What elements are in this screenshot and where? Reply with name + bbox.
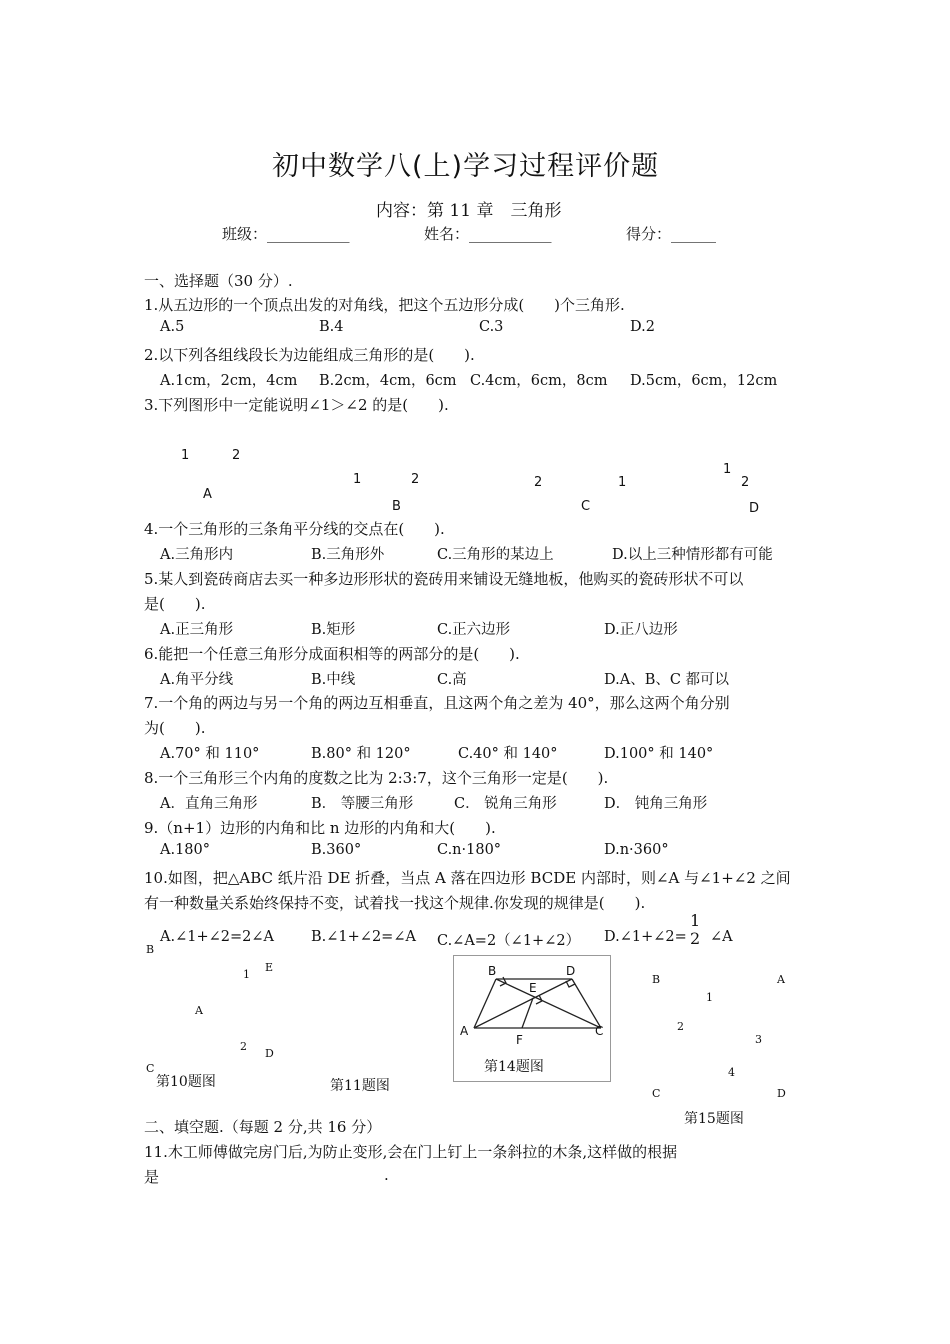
fig14-line-bc [496,979,601,1028]
fraction-denominator: 2 [690,929,701,948]
content-line: 内容：第 11 章 三角形 [376,201,562,221]
page-title: 初中数学八(上)学习过程评价题 [272,151,660,182]
q8-option-c: C． 锐角三角形 [454,796,557,812]
fig14-label-a: A [460,1024,469,1038]
name-field: 姓名：___________ [424,225,552,243]
q4-option-d: D.以上三种情形都有可能 [612,547,773,563]
q5-option-a: A.正三角形 [160,622,234,638]
fig15-label-c: C [652,1087,661,1100]
question-10-line-1: 10.如图，把△ABC 纸片沿 DE 折叠，当点 A 落在四边形 BCDE 内部时，则∠A 与∠1+∠2 之间 [144,869,791,887]
q10-option-d: D.∠1+∠2= [604,929,687,945]
q10-option-d-fraction [690,912,700,948]
q6-option-a: A.角平分线 [160,672,234,688]
fig14-line-ad [474,979,572,1028]
q1-option-d: D.2 [630,319,655,335]
question-5-line-2: 是( ). [144,595,206,613]
q1-option-c: C.3 [479,319,504,335]
question-10-line-2: 有一种数量关系始终保持不变，试着找一找这个规律.你发现的规律是( ). [144,894,646,912]
fig14-label-c: C [595,1024,604,1038]
fig14-caption: 第14题图 [484,1059,544,1075]
q3-fig-b-label: B [392,499,401,514]
q2-option-d: D.5cm，6cm，12cm [630,373,778,389]
class-field: 班级：___________ [222,225,350,243]
q10-option-c: C.∠A=2（∠1+∠2） [437,933,581,949]
fig14-label-b: B [488,964,497,978]
fig10-label-e: E [265,961,274,974]
fig14-label-e: E [529,981,537,995]
q10-option-a: A.∠1+∠2=2∠A [160,929,274,945]
fig15-label-1: 1 [706,991,713,1004]
q3-fig-d-label: D [749,501,760,516]
q2-option-a: A.1cm，2cm，4cm [160,373,298,389]
q3-fig-b-angle-1: 1 [353,472,362,487]
question-7-line-1: 7.一个角的两边与另一个角的两边互相垂直，且这两个角之差为 40°，那么这两个角分别 [144,694,730,712]
q7-option-c: C.40° 和 140° [458,746,558,762]
fig10-label-b: B [146,943,155,956]
fig14-line-ab [474,979,496,1028]
question-5-line-1: 5.某人到瓷砖商店去买一种多边形形状的瓷砖用来铺设无缝地板，他购买的瓷砖形状不可以 [144,570,744,588]
q6-option-c: C.高 [437,672,467,688]
q3-fig-a-angle-2: 2 [232,448,241,463]
fig10-label-d: D [265,1047,274,1060]
q8-option-a: A．直角三角形 [160,796,258,812]
q4-option-b: B.三角形外 [311,547,385,563]
q9-option-d: D.n·360° [604,842,669,858]
q3-fig-a-label: A [203,487,212,502]
q4-option-c: C.三角形的某边上 [437,547,554,563]
question-11-blank-end: . [384,1166,389,1184]
question-7-line-2: 为( ). [144,719,206,737]
question-11-line-1: 11.木工师傅做完房门后,为防止变形,会在门上钉上一条斜拉的木条,这样做的根据 [144,1143,678,1161]
question-11-line-2: 是 [144,1168,160,1186]
fig10-label-a: A [195,1004,203,1017]
question-3: 3.下列图形中一定能说明∠1＞∠2 的是( ). [144,396,449,414]
q3-fig-c-label: C [581,499,591,514]
q3-fig-c-angle-1: 1 [618,475,627,490]
fig11-caption: 第11题图 [330,1078,390,1094]
question-8: 8.一个三角形三个内角的度数之比为 2:3:7，这个三角形一定是( ). [144,769,609,787]
q3-fig-d-angle-2: 2 [741,475,750,490]
q9-option-c: C.n·180° [437,842,502,858]
fraction-numerator: 1 [690,911,701,930]
fig15-caption: 第15题图 [684,1111,744,1127]
fig10-caption: 第10题图 [156,1074,216,1090]
q6-option-b: B.中线 [311,672,356,688]
q4-option-a: A.三角形内 [160,547,234,563]
q1-option-b: B.4 [319,319,344,335]
q7-option-b: B.80° 和 120° [311,746,411,762]
q3-fig-a-angle-1: 1 [181,448,190,463]
fig10-label-2: 2 [240,1040,247,1053]
fig10-label-c: C [146,1062,155,1075]
fig10-label-1: 1 [243,968,250,981]
fig15-label-a: A [777,973,785,986]
q6-option-d: D.A、B、C 都可以 [604,672,730,688]
q10-option-d-tail: ∠A [710,929,733,945]
q5-option-d: D.正八边形 [604,622,678,638]
q5-option-b: B.矩形 [311,622,356,638]
q10-option-b: B.∠1+∠2=∠A [311,929,416,945]
question-4: 4.一个三角形的三条角平分线的交点在( ). [144,520,445,538]
q3-fig-d-angle-1: 1 [723,462,732,477]
q5-option-c: C.正六边形 [437,622,511,638]
q7-option-d: D.100° 和 140° [604,746,714,762]
question-9: 9.（n+1）边形的内角和比 n 边形的内角和大( ). [144,819,496,837]
q7-option-a: A.70° 和 110° [160,746,260,762]
section-heading-fill: 二、填空题.（每题 2 分,共 16 分） [144,1118,382,1136]
q1-option-a: A.5 [160,319,185,335]
fig15-label-d: D [777,1087,786,1100]
q3-fig-b-angle-2: 2 [411,472,420,487]
q2-option-b: B.2cm，4cm，6cm [319,373,457,389]
q8-option-d: D． 钝角三角形 [604,796,708,812]
fig15-label-3: 3 [755,1033,762,1046]
question-1: 1.从五边形的一个顶点出发的对角线，把这个五边形分成( )个三角形. [144,296,625,314]
section-heading-choice: 一、选择题（30 分）. [144,272,293,290]
question-2: 2.以下列各组线段长为边能组成三角形的是( ). [144,346,475,364]
fig15-label-4: 4 [728,1066,735,1079]
fig14-label-d: D [566,964,576,978]
q9-option-b: B.360° [311,842,362,858]
q8-option-b: B． 等腰三角形 [311,796,414,812]
fig15-label-b: B [652,973,661,986]
q2-option-c: C.4cm，6cm，8cm [470,373,608,389]
fig15-label-2: 2 [677,1020,684,1033]
score-field: 得分：______ [626,225,717,243]
fig14-frame [453,955,611,1082]
fig14-label-f: F [516,1033,523,1047]
question-6: 6.能把一个任意三角形分成面积相等的两部分的是( ). [144,645,520,663]
q3-fig-c-angle-2: 2 [534,475,543,490]
q9-option-a: A.180° [160,842,211,858]
